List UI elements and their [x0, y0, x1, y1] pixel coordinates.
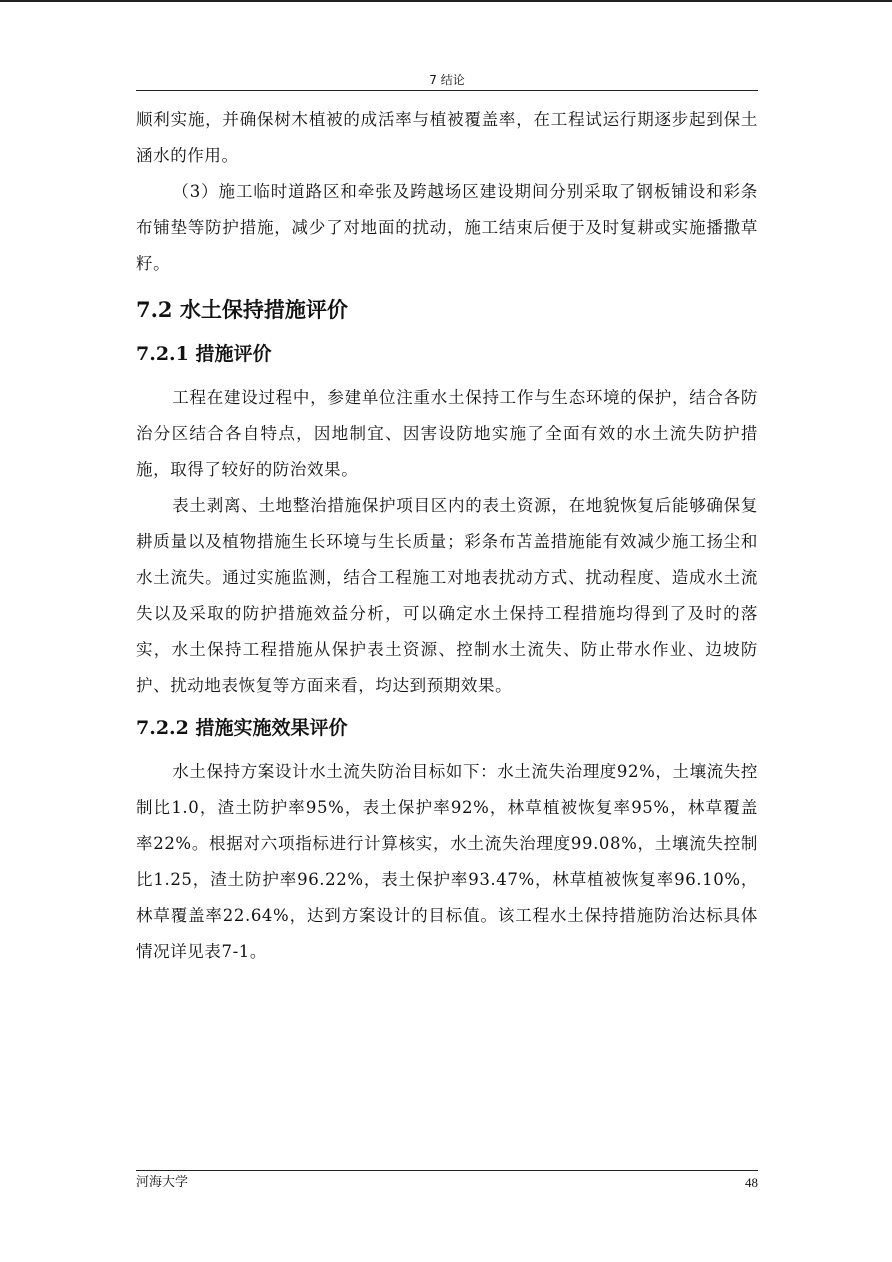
- subsection-heading-7-2-2: 7.2.2 措施实施效果评价: [136, 717, 348, 739]
- subsection-heading-7-2-1: 7.2.1 措施评价: [136, 343, 272, 365]
- paragraph-effect-evaluation: 水土保持方案设计水土流失防治目标如下：水土流失治理度92%，土壤流失控制比1.0，渣土防护率95%，表土保护率92%，林草植被恢复率95%，林草覆盖率22%。根据对六项指标进行计算核实，水土流失治理度99.08%，土壤流失控制比1.25，渣土防护率96.22%，表土保护率93.47%，林草植被恢复率96.10%，林草覆盖率22.64%，达到方案设计的目标值。该工程水土保持措施防治达标具体情况详见表7-1。: [136, 762, 758, 961]
- top-border-line: [0, 0, 892, 2]
- paragraph-item-3: （3）施工临时道路区和牵张及跨越场区建设期间分别采取了钢板铺设和彩条布铺垫等防护措施，减少了对地面的扰动，施工结束后便于及时复耕或实施播撒草籽。: [136, 182, 758, 273]
- page-body: [136, 102, 758, 970]
- page-number: 48: [745, 1175, 758, 1190]
- paragraph-measures-overview: 工程在建设过程中，参建单位注重水土保持工作与生态环境的保护，结合各防治分区结合各自特点，因地制宜、因害设防地实施了全面有效的水土流失防护措施，取得了较好的防治效果。: [136, 388, 758, 479]
- paragraph-measures-analysis: 表土剥离、土地整治措施保护项目区内的表土资源，在地貌恢复后能够确保复耕质量以及植物措施生长环境与生长质量；彩条布苫盖措施能有效减少施工扬尘和水土流失。通过实施监测，结合工程施工对地表扰动方式、扰动程度、造成水土流失以及采取的防护措施效益分析，可以确定水土保持工程措施均得到了及时的落实，水土保持工程措施从保护表土资源、控制水土流失、防止带水作业、边坡防护、扰动地表恢复等方面来看，均达到预期效果。: [136, 496, 758, 695]
- running-header: [136, 70, 758, 91]
- paragraph-continuation: 顺利实施，并确保树木植被的成活率与植被覆盖率，在工程试运行期逐步起到保土涵水的作用。: [136, 110, 758, 165]
- chapter-title: 7 结论: [429, 73, 465, 87]
- section-heading-7-2: 7.2 水土保持措施评价: [136, 297, 348, 322]
- page-footer: [136, 1170, 758, 1192]
- footer-institution: 河海大学: [136, 1175, 189, 1190]
